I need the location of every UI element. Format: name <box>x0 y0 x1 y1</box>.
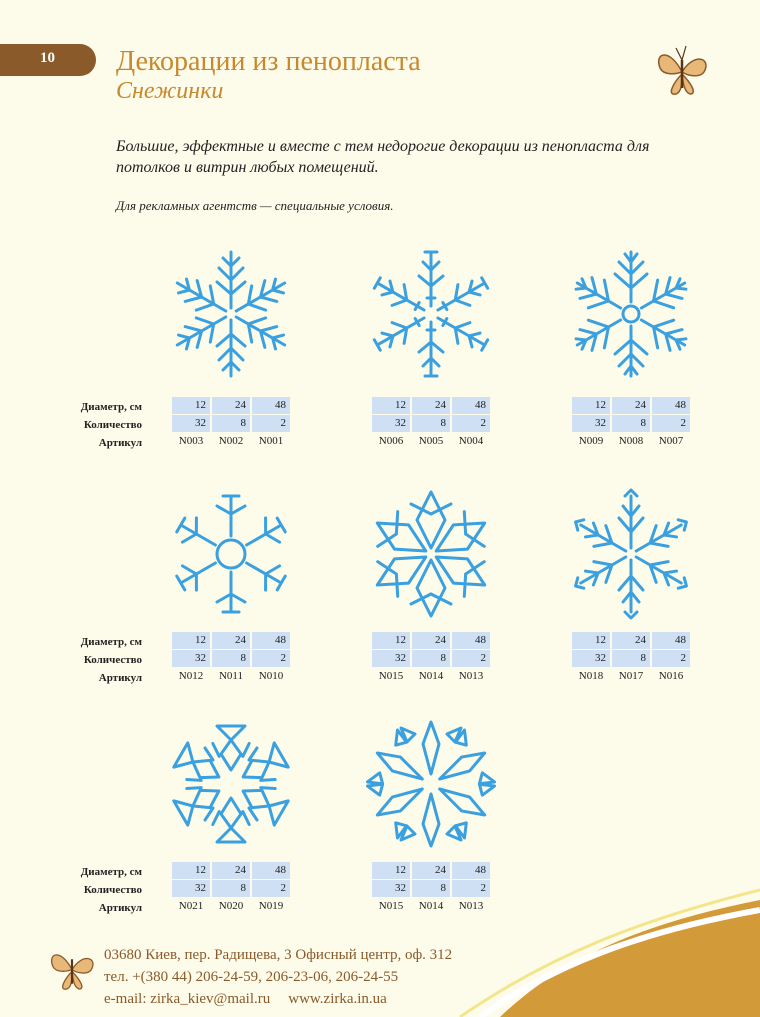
snowflake-image-3 <box>561 244 701 384</box>
quantity-value: 32 <box>172 880 210 897</box>
article-value: N012 <box>178 670 204 682</box>
quantity-value: 2 <box>252 415 290 432</box>
article-value: N015 <box>378 900 404 912</box>
quantity-value: 8 <box>612 650 650 667</box>
quantity-value: 2 <box>252 650 290 667</box>
page-subtitle: Снежинки <box>116 78 224 104</box>
article-value: N001 <box>258 435 284 447</box>
spec-table-5 <box>372 632 492 686</box>
quantity-value: 8 <box>412 650 450 667</box>
article-label: Артикул <box>98 902 142 914</box>
quantity-value: 2 <box>452 415 490 432</box>
article-value: N017 <box>618 670 644 682</box>
snowflake-image-2 <box>361 244 501 384</box>
article-label: Артикул <box>98 437 142 449</box>
page-title: Декорации из пенопласта <box>116 46 421 77</box>
spec-table-1 <box>172 397 292 451</box>
spec-labels-row3 <box>42 863 142 917</box>
snowflake-image-5 <box>361 484 501 624</box>
spec-table-4 <box>172 632 292 686</box>
quantity-value: 32 <box>372 650 410 667</box>
diameter-value: 12 <box>572 397 610 414</box>
diameter-value: 48 <box>452 632 490 649</box>
article-value: N016 <box>658 670 684 682</box>
footer-decoration <box>440 880 760 1017</box>
quantity-label: Количество <box>83 419 142 431</box>
diameter-value: 24 <box>612 632 650 649</box>
spec-table-7 <box>172 862 292 916</box>
quantity-value: 8 <box>412 415 450 432</box>
quantity-value: 32 <box>372 415 410 432</box>
quantity-value: 2 <box>652 650 690 667</box>
contact-phone: тел. +(380 44) 206-24-59, 206-23-06, 206-24-55 <box>104 969 399 985</box>
quantity-value: 32 <box>372 880 410 897</box>
contact-block <box>104 944 452 1010</box>
article-value: N019 <box>258 900 284 912</box>
diameter-value: 48 <box>252 632 290 649</box>
diameter-value: 12 <box>172 397 210 414</box>
article-value: N010 <box>258 670 284 682</box>
article-label: Артикул <box>98 672 142 684</box>
snowflake-image-1 <box>161 244 301 384</box>
article-value: N002 <box>218 435 244 447</box>
diameter-value: 12 <box>172 862 210 879</box>
diameter-value: 48 <box>252 397 290 414</box>
contact-address: 03680 Киев, пер. Радищева, 3 Офисный центр, оф. 312 <box>104 947 453 963</box>
diameter-value: 48 <box>652 397 690 414</box>
article-value: N009 <box>578 435 604 447</box>
diameter-value: 48 <box>252 862 290 879</box>
contact-website[interactable]: www.zirka.in.ua <box>288 991 387 1007</box>
article-value: N003 <box>178 435 204 447</box>
intro-text: Большие, эффектные и вместе с тем недорогие декорации из пенопласта для потолков и витрин любых помещений. <box>116 138 650 176</box>
article-value: N018 <box>578 670 604 682</box>
snowflake-image-7 <box>161 714 301 854</box>
article-value: N008 <box>618 435 644 447</box>
article-value: N020 <box>218 900 244 912</box>
agency-note: Для рекламных агентств — специальные условия. <box>116 198 394 213</box>
quantity-value: 2 <box>652 415 690 432</box>
quantity-label: Количество <box>83 884 142 896</box>
quantity-value: 32 <box>572 650 610 667</box>
diameter-label: Диаметр, см <box>80 636 142 648</box>
article-value: N014 <box>418 900 444 912</box>
diameter-value: 24 <box>412 632 450 649</box>
butterfly-icon <box>44 940 100 996</box>
article-value: N005 <box>418 435 444 447</box>
snowflake-image-6 <box>561 484 701 624</box>
quantity-value: 32 <box>172 415 210 432</box>
article-value: N004 <box>458 435 484 447</box>
quantity-value: 32 <box>172 650 210 667</box>
contact-email[interactable]: e-mail: zirka_kiev@mail.ru <box>104 991 271 1007</box>
diameter-label: Диаметр, см <box>80 866 142 878</box>
diameter-value: 12 <box>572 632 610 649</box>
diameter-value: 12 <box>172 632 210 649</box>
diameter-label: Диаметр, см <box>80 401 142 413</box>
article-value: N007 <box>658 435 684 447</box>
quantity-value: 8 <box>212 880 250 897</box>
quantity-value: 8 <box>612 415 650 432</box>
article-value: N011 <box>218 670 244 682</box>
spec-table-3 <box>572 397 692 451</box>
diameter-value: 48 <box>452 397 490 414</box>
diameter-value: 12 <box>372 632 410 649</box>
quantity-value: 8 <box>412 880 450 897</box>
quantity-value: 2 <box>252 880 290 897</box>
diameter-value: 48 <box>452 862 490 879</box>
diameter-value: 24 <box>212 632 250 649</box>
spec-labels-row2 <box>42 633 142 687</box>
quantity-value: 32 <box>572 415 610 432</box>
snowflake-image-4 <box>161 484 301 624</box>
butterfly-icon <box>650 38 714 102</box>
quantity-label: Количество <box>83 654 142 666</box>
quantity-value: 8 <box>212 415 250 432</box>
article-value: N014 <box>418 670 444 682</box>
page-number: 10 <box>40 50 55 66</box>
diameter-value: 12 <box>372 397 410 414</box>
spec-table-6 <box>572 632 692 686</box>
diameter-value: 24 <box>212 862 250 879</box>
quantity-value: 2 <box>452 880 490 897</box>
article-value: N013 <box>458 670 484 682</box>
article-value: N006 <box>378 435 404 447</box>
diameter-value: 24 <box>412 397 450 414</box>
diameter-value: 24 <box>412 862 450 879</box>
article-value: N015 <box>378 670 404 682</box>
spec-labels-row1 <box>42 398 142 452</box>
snowflake-image-8 <box>361 714 501 854</box>
diameter-value: 24 <box>612 397 650 414</box>
diameter-value: 12 <box>372 862 410 879</box>
article-value: N021 <box>178 900 204 912</box>
article-value: N013 <box>458 900 484 912</box>
quantity-value: 8 <box>212 650 250 667</box>
diameter-value: 48 <box>652 632 690 649</box>
diameter-value: 24 <box>212 397 250 414</box>
spec-table-2 <box>372 397 492 451</box>
quantity-value: 2 <box>452 650 490 667</box>
